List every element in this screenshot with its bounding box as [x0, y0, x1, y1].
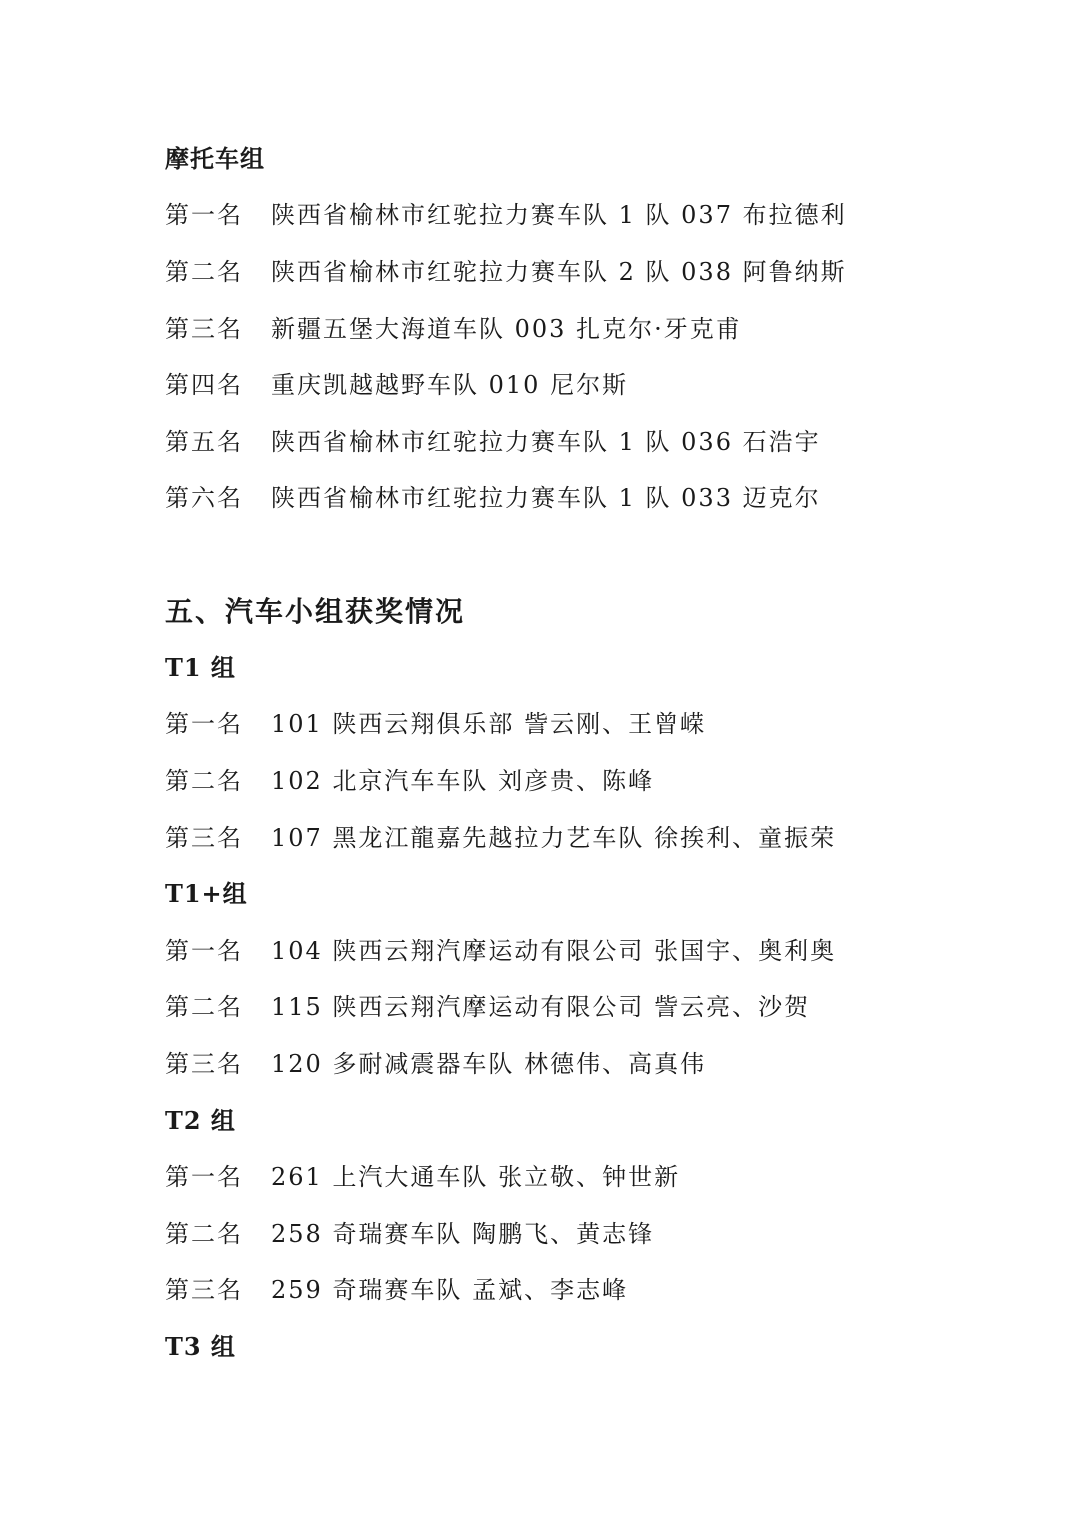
- result-text: 陕西省榆林市红驼拉力赛车队 2 队 038 阿鲁纳斯: [271, 258, 847, 286]
- t2-group-heading: T2 组: [165, 1106, 236, 1135]
- t3-group-heading: T3 组: [165, 1332, 236, 1361]
- rank-label: 第二名: [165, 258, 243, 286]
- result-text: 陕西省榆林市红驼拉力赛车队 1 队 037 布拉德利: [271, 201, 847, 229]
- rank-label: 第四名: [165, 371, 243, 399]
- t1plus-result-1: [165, 935, 836, 967]
- moto-result-5: [165, 426, 821, 458]
- t1-result-1: [165, 708, 706, 740]
- t1plus-group-heading: T1+组: [165, 879, 248, 908]
- t2-result-3: [165, 1274, 628, 1306]
- t2-result-1: [165, 1161, 680, 1193]
- result-text: 120 多耐减震器车队 林德伟、高真伟: [271, 1050, 707, 1078]
- moto-result-3: [165, 313, 742, 345]
- moto-result-2: [165, 256, 847, 288]
- t1plus-result-3: [165, 1048, 706, 1080]
- t1-result-2: [165, 765, 654, 797]
- rank-label: 第六名: [165, 484, 243, 512]
- rank-label: 第二名: [165, 993, 243, 1021]
- result-text: 104 陕西云翔汽摩运动有限公司 张国宇、奥利奥: [271, 937, 837, 965]
- result-text: 107 黑龙江龍嘉先越拉力艺车队 徐挨利、童振荣: [271, 824, 837, 852]
- result-text: 261 上汽大通车队 张立敬、钟世新: [271, 1163, 681, 1191]
- t2-result-2: [165, 1218, 654, 1250]
- result-text: 259 奇瑞赛车队 孟斌、李志峰: [271, 1276, 629, 1304]
- rank-label: 第一名: [165, 1163, 243, 1191]
- t1plus-result-2: [165, 991, 810, 1023]
- result-text: 陕西省榆林市红驼拉力赛车队 1 队 033 迈克尔: [271, 484, 821, 512]
- rank-label: 第三名: [165, 824, 243, 852]
- rank-label: 第三名: [165, 1050, 243, 1078]
- moto-result-1: [165, 199, 847, 231]
- result-text: 258 奇瑞赛车队 陶鹏飞、黄志锋: [271, 1220, 655, 1248]
- result-text: 新疆五堡大海道车队 003 扎克尔·牙克甫: [271, 315, 742, 343]
- result-text: 重庆凯越越野车队 010 尼尔斯: [271, 371, 629, 399]
- rank-label: 第三名: [165, 315, 243, 343]
- moto-result-6: [165, 482, 821, 514]
- rank-label: 第二名: [165, 767, 243, 795]
- moto-group-heading: 摩托车组: [165, 144, 265, 173]
- rank-label: 第二名: [165, 1220, 243, 1248]
- result-text: 102 北京汽车车队 刘彦贵、陈峰: [271, 767, 655, 795]
- rank-label: 第三名: [165, 1276, 243, 1304]
- section-five-heading: 五、汽车小组获奖情况: [165, 595, 466, 628]
- result-text: 115 陕西云翔汽摩运动有限公司 訾云亮、沙贺: [271, 993, 811, 1021]
- rank-label: 第五名: [165, 428, 243, 456]
- rank-label: 第一名: [165, 201, 243, 229]
- rank-label: 第一名: [165, 937, 243, 965]
- t1-group-heading: T1 组: [165, 653, 236, 682]
- rank-label: 第一名: [165, 710, 243, 738]
- result-text: 陕西省榆林市红驼拉力赛车队 1 队 036 石浩宇: [271, 428, 821, 456]
- moto-result-4: [165, 369, 628, 401]
- result-text: 101 陕西云翔俱乐部 訾云刚、王曾嵘: [271, 710, 707, 738]
- t1-result-3: [165, 822, 836, 854]
